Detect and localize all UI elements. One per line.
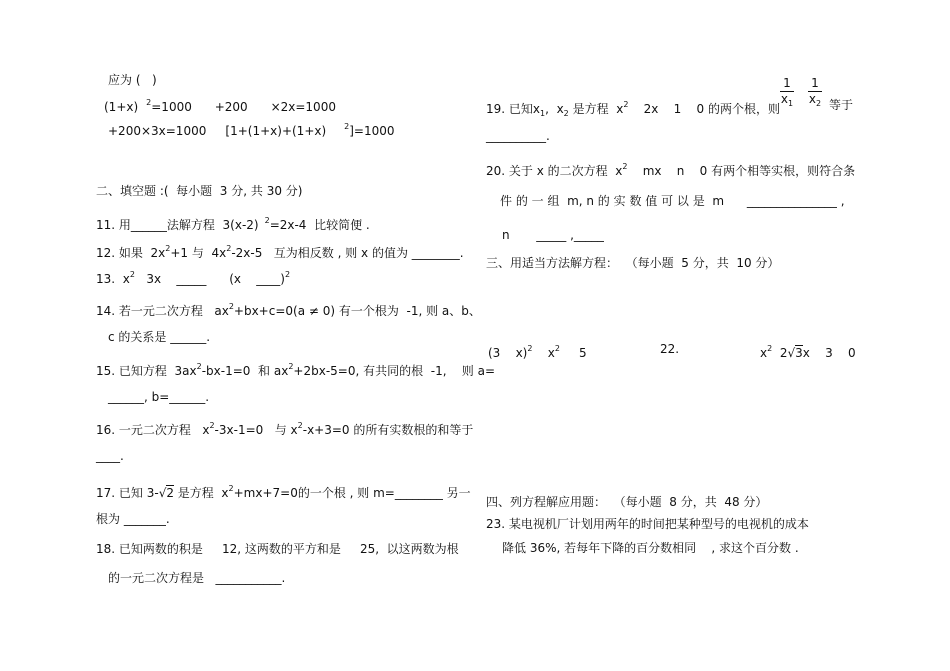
question-17: 17. 已知 3-√2 是方程 $x^2+mx+7=0$的一个根 , 则 m=________ 另一 bbox=[96, 484, 471, 500]
section-2-heading: 二、填空题 :( 每小题 3 分, 共 30 分) bbox=[96, 184, 303, 198]
question-18: 18. 已知两数的积是 12, 这两数的平方和是 25, 以这两数为根 bbox=[96, 542, 459, 556]
question-12: 12. 如果 $2x^2+1$ 与 $4x^2-2x-5$ 互为相反数 , 则 x 的值为 ________. bbox=[96, 244, 464, 260]
q10-option-line-1: (1+x) $^2$=1000 +200 ×2x=1000 bbox=[104, 98, 336, 114]
section-3-heading: 三、用适当方法解方程： （每小题 5 分，共 10 分） bbox=[486, 256, 780, 270]
question-22-number: 22. bbox=[660, 342, 680, 356]
question-22: $x^2$ 2√3x 3 0 bbox=[760, 344, 856, 360]
q19-fraction-1: 1 $x_1$ bbox=[780, 76, 794, 108]
question-15: 15. 已知方程 $3ax^2-bx-1=0$ 和 $ax^2+2bx-5=0$, 有共同的根 -1, 则 a= bbox=[96, 362, 496, 378]
sqrt-symbol: √ bbox=[787, 346, 796, 360]
q10-stem-end: 应为 ( ) bbox=[108, 73, 157, 87]
question-19-cont: __________. bbox=[486, 129, 550, 143]
section-4-heading: 四、列方程解应用题： （每小题 8 分，共 48 分） bbox=[486, 495, 768, 509]
question-14: 14. 若一元二次方程 $ax^2+bx+c=0(a \ne 0)$ 有一个根为 -1, 则 a、b、 bbox=[96, 302, 481, 318]
question-15-cont: ______, b=______. bbox=[108, 390, 210, 404]
question-19: 19. 已知$x_1$, $x_2$ 是方程 $x^2$ 2x 1 0 的两个根，则 bbox=[486, 100, 781, 118]
question-13: 13. $x^2$ 3x _____ (x ____)$^2$ bbox=[96, 270, 291, 286]
q10-option-line-2: +200×3x=1000 [1+(1+x)+(1+x) $^2$]=1000 bbox=[108, 122, 395, 138]
question-14-cont: c 的关系是 ______. bbox=[108, 330, 211, 344]
question-17-cont: 根为 _______. bbox=[96, 512, 170, 526]
sqrt-symbol: √ bbox=[158, 486, 167, 500]
question-23: 23. 某电视机厂计划用两年的时间把某种型号的电视机的成本 bbox=[486, 517, 809, 531]
question-20-cont: 件 的 一 组 m, n 的 实 数 值 可 以 是 m _______________ , bbox=[500, 194, 845, 208]
question-20: 20. 关于 x 的二次方程 $x^2$ mx n 0 有两个相等实根，则符合条 bbox=[486, 162, 856, 178]
q19-fraction-2: 1 $x_2$ bbox=[808, 76, 822, 108]
question-21: (3 x)$^2$ $x^2$ 5 bbox=[488, 344, 587, 360]
question-18-cont: 的一元二次方程是 ___________. bbox=[108, 571, 286, 585]
question-23-cont: 降低 36%, 若每年下降的百分数相同 , 求这个百分数 . bbox=[502, 541, 799, 555]
question-16-cont: ____. bbox=[96, 449, 124, 463]
question-11: 11. 用______法解方程 3(x-2) $^2$=2x-4 比较简便 . bbox=[96, 216, 370, 232]
question-20-cont-2: n _____ ,_____ bbox=[502, 228, 604, 242]
question-16: 16. 一元二次方程 $x^2-3x-1=0$ 与 $x^2-x+3=0$ 的所有实数根的和等于 bbox=[96, 421, 474, 437]
question-19-tail: 等于 bbox=[829, 98, 854, 112]
